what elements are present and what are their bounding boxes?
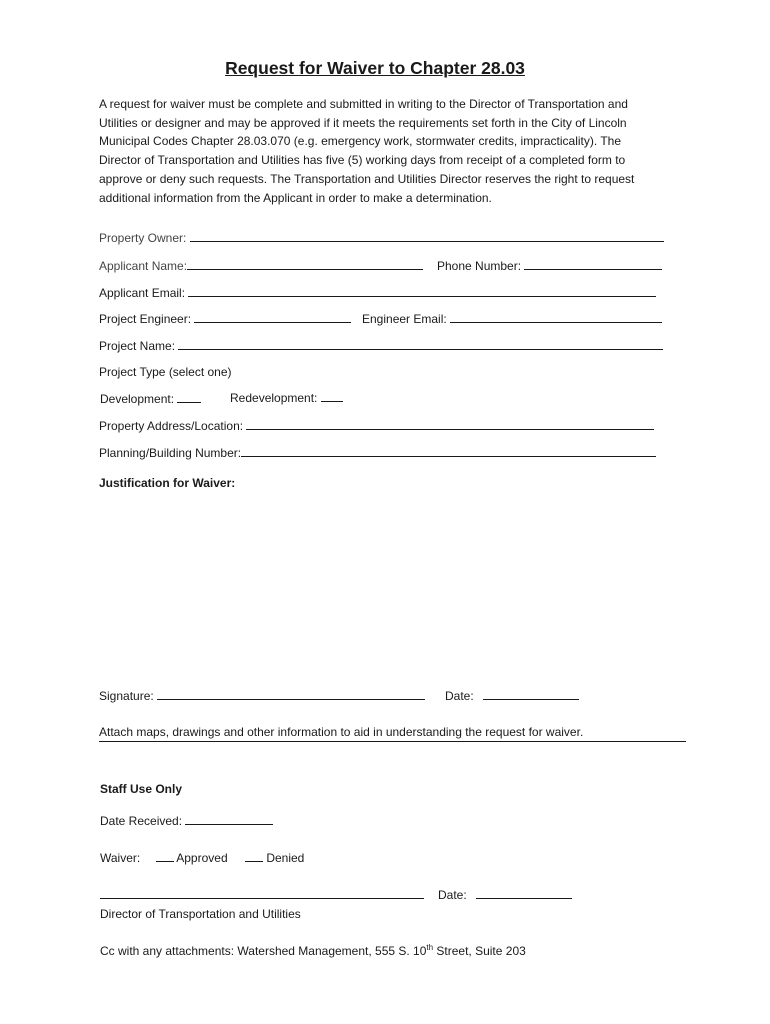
applicant-email-row bbox=[99, 285, 656, 300]
development-row bbox=[100, 391, 201, 406]
property-address-label: Property Address/Location: bbox=[99, 419, 244, 433]
property-owner-label: Property Owner: bbox=[99, 231, 187, 245]
development-checkbox[interactable] bbox=[177, 391, 201, 403]
waiver-row bbox=[100, 850, 304, 865]
director-signature-row bbox=[100, 887, 424, 902]
denied-label: Denied bbox=[266, 851, 305, 865]
phone-number-label: Phone Number: bbox=[437, 259, 522, 273]
intro-line: Municipal Codes Chapter 28.03.070 (e.g. emergency work, stormwater credits, impracticality). The bbox=[99, 134, 621, 149]
intro-line: Director of Transportation and Utilities has five (5) working days from receipt of a completed form to bbox=[99, 153, 626, 168]
signature-label: Signature: bbox=[99, 689, 154, 703]
date-received-row bbox=[100, 813, 273, 828]
project-type-label: Project Type (select one) bbox=[99, 365, 232, 379]
cc-line bbox=[100, 943, 526, 958]
applicant-name-row bbox=[99, 258, 423, 273]
project-engineer-label: Project Engineer: bbox=[99, 312, 192, 326]
cc-prefix: Cc with any attachments: Watershed Management, 555 S. 10 bbox=[100, 944, 427, 958]
director-signature-field[interactable] bbox=[100, 887, 424, 899]
property-address-field[interactable] bbox=[246, 418, 654, 430]
attach-note: Attach maps, drawings and other information to aid in understanding the request for waiver. bbox=[99, 725, 686, 742]
intro-line: additional information from the Applicant in order to make a determination. bbox=[99, 190, 492, 205]
engineer-email-label: Engineer Email: bbox=[362, 312, 447, 326]
staff-heading: Staff Use Only bbox=[100, 782, 183, 796]
project-name-row bbox=[99, 338, 663, 353]
phone-number-field[interactable] bbox=[524, 258, 662, 270]
director-date-label: Date: bbox=[438, 888, 467, 902]
engineer-email-row bbox=[362, 311, 662, 326]
applicant-email-field[interactable] bbox=[188, 285, 656, 297]
date-received-label: Date Received: bbox=[100, 814, 183, 828]
property-address-row bbox=[99, 418, 654, 433]
approved-label: Approved bbox=[176, 851, 228, 865]
project-engineer-row bbox=[99, 311, 351, 326]
form-title: Request for Waiver to Chapter 28.03 bbox=[225, 58, 525, 78]
cc-superscript: th bbox=[426, 943, 434, 952]
director-title: Director of Transportation and Utilities bbox=[100, 907, 301, 921]
denied-checkbox[interactable] bbox=[245, 850, 263, 862]
date-received-field[interactable] bbox=[185, 813, 273, 825]
redevelopment-label: Redevelopment: bbox=[230, 391, 318, 405]
signature-date-label: Date: bbox=[445, 689, 474, 703]
property-owner-row bbox=[99, 230, 664, 245]
intro-paragraph bbox=[99, 95, 684, 207]
development-label: Development: bbox=[100, 392, 175, 406]
applicant-email-label: Applicant Email: bbox=[99, 286, 186, 300]
planning-number-row bbox=[99, 445, 656, 460]
director-date-row bbox=[438, 887, 572, 902]
justification-area[interactable] bbox=[99, 496, 686, 676]
redevelopment-checkbox[interactable] bbox=[321, 390, 343, 402]
project-name-field[interactable] bbox=[178, 338, 663, 350]
waiver-label: Waiver: bbox=[100, 851, 141, 865]
intro-line: Utilities or designer and may be approved if it meets the requirements set forth in the City of Lincoln bbox=[99, 115, 627, 130]
cc-suffix: Street, Suite 203 bbox=[433, 944, 526, 958]
phone-number-row bbox=[437, 258, 662, 273]
applicant-name-field[interactable] bbox=[187, 258, 423, 270]
signature-field[interactable] bbox=[157, 688, 425, 700]
approved-checkbox[interactable] bbox=[156, 850, 174, 862]
engineer-email-field[interactable] bbox=[450, 311, 662, 323]
redevelopment-row bbox=[230, 390, 343, 405]
director-date-field[interactable] bbox=[476, 887, 572, 899]
intro-line: A request for waiver must be complete and submitted in writing to the Director of Transportation and bbox=[99, 97, 628, 111]
planning-number-field[interactable] bbox=[241, 445, 656, 457]
signature-date-row bbox=[445, 688, 579, 703]
signature-date-field[interactable] bbox=[483, 688, 579, 700]
project-engineer-field[interactable] bbox=[194, 311, 351, 323]
intro-line: approve or deny such requests. The Transportation and Utilities Director reserves the right to request bbox=[99, 171, 635, 186]
justification-label: Justification for Waiver: bbox=[99, 476, 236, 490]
planning-number-label: Planning/Building Number: bbox=[99, 446, 242, 460]
signature-row bbox=[99, 688, 425, 703]
property-owner-field[interactable] bbox=[190, 230, 664, 242]
project-name-label: Project Name: bbox=[99, 339, 176, 353]
applicant-name-label: Applicant Name: bbox=[99, 259, 188, 273]
